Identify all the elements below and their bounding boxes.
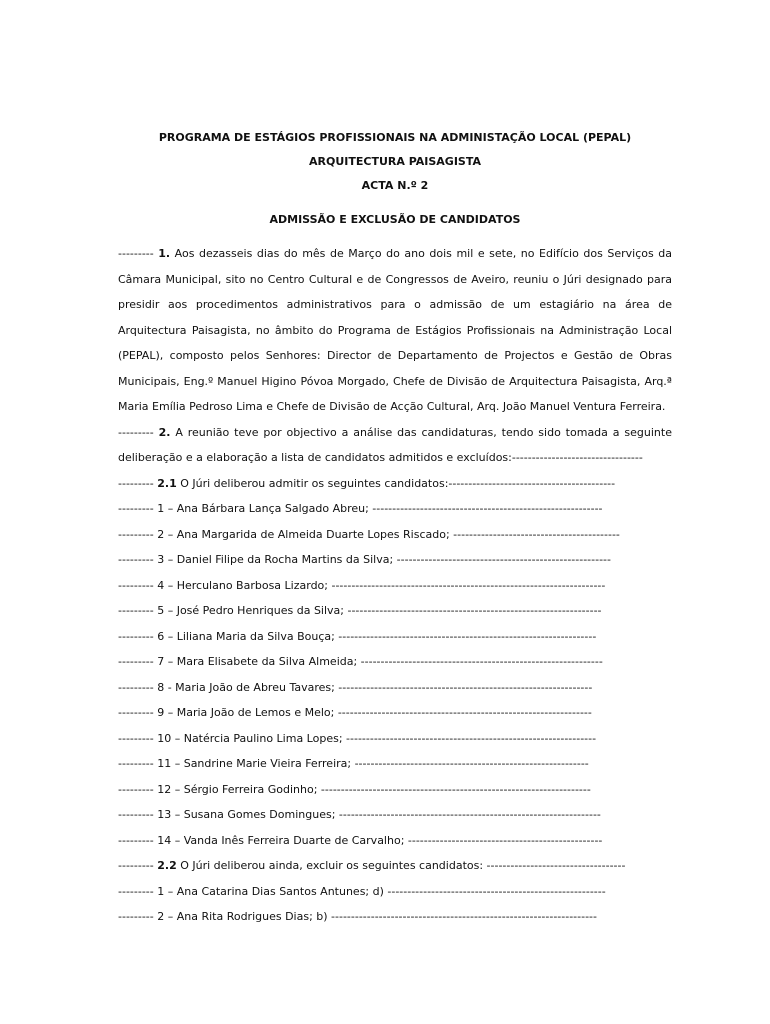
excluded-candidate: --------- 1 – Ana Catarina Dias Santos Antunes; d) -------------------------------------------------------: [118, 884, 606, 898]
area-heading: ARQUITECTURA PAISAGISTA: [309, 155, 481, 168]
paragraph-1-line: Câmara Municipal, sito no Centro Cultural e de Congressos de Aveiro, reuniu o Júri designado para: [118, 272, 672, 286]
subject-heading: ADMISSÃO E EXCLUSÃO DE CANDIDATOS: [269, 213, 521, 226]
dash-prefix: ---------: [118, 476, 158, 490]
document-body: [118, 241, 672, 930]
paragraph-1-line: Municipais, Eng.º Manuel Higino Póvoa Morgado, Chefe de Divisão de Arquitectura Paisagista, Arq.ª: [118, 374, 672, 388]
admitted-candidate: --------- 1 – Ana Bárbara Lança Salgado Abreu; ----------------------------------------------------------: [118, 502, 603, 515]
paragraph-1-line: Arquitectura Paisagista, no âmbito do Programa de Estágios Profissionais na Administração Local: [118, 323, 672, 337]
admitted-candidate: --------- 10 – Natércia Paulino Lima Lopes; ---------------------------------------------------------------: [118, 731, 597, 745]
paragraph-1-line: (PEPAL), composto pelos Senhores: Director de Departamento de Projectos e Gestão de Obras: [118, 349, 672, 362]
admitted-candidate: --------- 4 – Herculano Barbosa Lizardo; ---------------------------------------------------------------------: [118, 578, 606, 592]
paragraph-number: 1.: [158, 247, 171, 260]
paragraph-2-line: [118, 420, 672, 446]
acta-heading: ACTA N.º 2: [361, 179, 429, 192]
paragraph-1-line: Maria Emília Pedroso Lima e Chefe de Divisão de Acção Cultural, Arq. João Manuel Ventura Ferreira.: [118, 400, 666, 413]
admitted-candidate: --------- 13 – Susana Gomes Domingues; ------------------------------------------------------------------: [118, 808, 601, 821]
section-text: O Júri deliberou admitir os seguintes candidatos:------------------------------------------: [176, 476, 616, 490]
admitted-candidate: --------- 14 – Vanda Inês Ferreira Duarte de Carvalho; -------------------------------------------------: [118, 833, 603, 847]
dash-prefix: ---------: [118, 859, 158, 872]
admitted-candidate: --------- 11 – Sandrine Marie Vieira Ferreira; -----------------------------------------------------------: [118, 757, 589, 770]
admitted-candidate: --------- 2 – Ana Margarida de Almeida Duarte Lopes Riscado; ------------------------------------------: [118, 527, 620, 541]
admitted-candidate: --------- 5 – José Pedro Henriques da Silva; ----------------------------------------------------------------: [118, 604, 602, 617]
section-number: 2.1: [157, 476, 177, 490]
paragraph-text: A reunião teve por objectivo a análise das candidaturas, tendo sido tomada a seguinte: [170, 425, 672, 439]
program-heading: PROGRAMA DE ESTÁGIOS PROFISSIONAIS NA ADMINISTAÇÃO LOCAL (PEPAL): [158, 131, 632, 144]
section-2-1-line: [118, 471, 672, 497]
section-text: O Júri deliberou ainda, excluir os seguintes candidatos: -----------------------------------: [176, 859, 626, 872]
paragraph-1-line: [118, 241, 672, 267]
admitted-candidate: --------- 12 – Sérgio Ferreira Godinho; --------------------------------------------------------------------: [118, 782, 591, 796]
admitted-candidate: --------- 9 – Maria João de Lemos e Melo; ----------------------------------------------------------------: [118, 706, 592, 719]
paragraph-1-line: presidir aos procedimentos administrativos para o admissão de um estagiário na área de: [118, 298, 672, 311]
admitted-candidate: --------- 8 - Maria João de Abreu Tavares; ----------------------------------------------------------------: [118, 680, 593, 694]
paragraph-text: Aos dezasseis dias do mês de Março do ano dois mil e sete, no Edifício dos Serviços da: [170, 247, 672, 260]
admitted-candidate: --------- 3 – Daniel Filipe da Rocha Martins da Silva; ------------------------------------------------------: [118, 553, 611, 566]
paragraph-2-line: deliberação e a elaboração a lista de candidatos admitidos e excluídos:---------------------------------: [118, 451, 643, 464]
dash-prefix: ---------: [118, 425, 159, 439]
excluded-candidate: --------- 2 – Ana Rita Rodrigues Dias; b) -------------------------------------------------------------------: [118, 910, 597, 923]
section-number: 2.2: [157, 859, 177, 872]
admitted-candidate: --------- 6 – Liliana Maria da Silva Bouça; -----------------------------------------------------------------: [118, 629, 597, 643]
dash-prefix: ---------: [118, 247, 159, 260]
paragraph-number: 2.: [158, 425, 171, 439]
section-2-2-line: [118, 853, 672, 879]
admitted-candidate: --------- 7 – Mara Elisabete da Silva Almeida; -------------------------------------------------------------: [118, 655, 603, 668]
